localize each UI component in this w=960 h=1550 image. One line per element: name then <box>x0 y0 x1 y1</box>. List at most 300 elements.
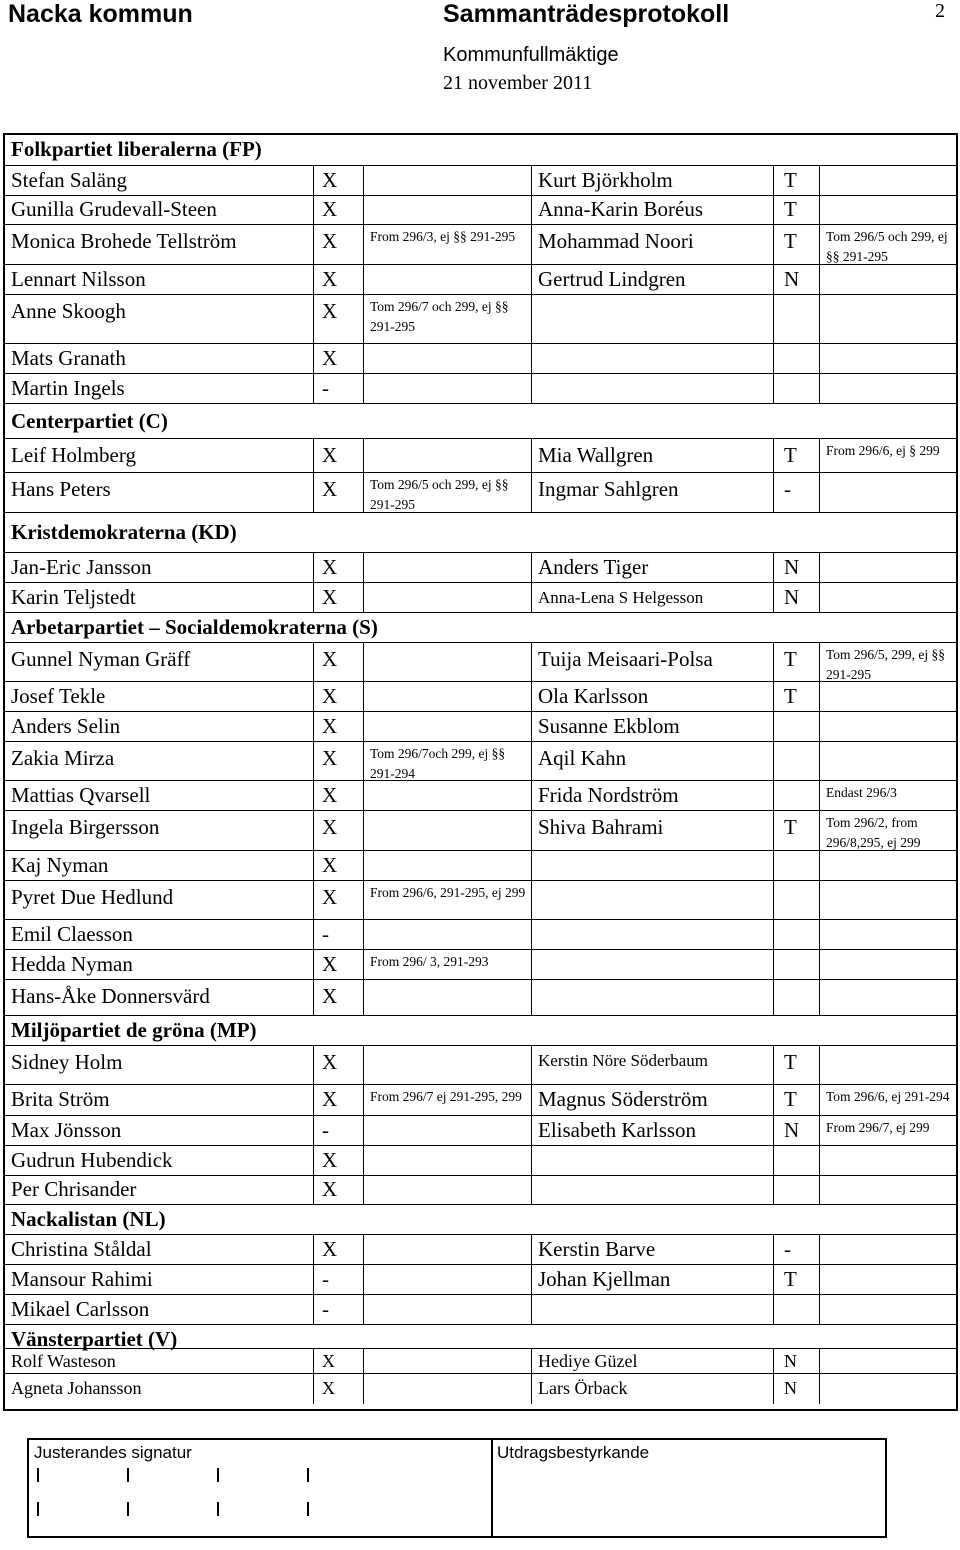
mark-cell <box>313 196 363 225</box>
name-cell <box>5 1295 313 1325</box>
name-cell <box>5 295 313 344</box>
name-cell <box>5 439 313 473</box>
utdragsbestyrkande-label: Utdragsbestyrkande <box>497 1443 650 1462</box>
member-name: Mansour Rahimi <box>11 1266 153 1291</box>
member-row <box>5 711 956 742</box>
sub-note-cell <box>819 1046 956 1085</box>
sub-mark-cell <box>773 553 819 583</box>
page-number: 2 <box>935 0 945 22</box>
substitute-name: Anna-Karin Boréus <box>538 197 704 221</box>
mark-cell <box>313 920 363 950</box>
attendance-note: From 296/ 3, 291-293 <box>370 954 489 969</box>
substitute-name: Anders Tiger <box>538 554 649 579</box>
member-name: Hans-Åke Donnersvärd <box>11 984 210 1008</box>
party-section-header <box>5 135 956 165</box>
sub-mark-cell <box>773 742 819 781</box>
party-name: Nackalistan (NL) <box>11 1207 166 1231</box>
sub-mark-cell <box>773 781 819 811</box>
member-row <box>5 741 956 781</box>
member-name: Gudrun Hubendick <box>11 1147 173 1172</box>
mark-cell <box>313 881 363 920</box>
signature-divider <box>491 1440 493 1536</box>
substitute-name: Lars Örback <box>538 1378 628 1398</box>
member-row <box>5 373 956 404</box>
member-name: Emil Claesson <box>11 921 133 946</box>
mark-cell <box>313 473 363 513</box>
signature-box <box>27 1438 887 1538</box>
member-name: Hans Peters <box>11 477 111 501</box>
member-row <box>5 979 956 1016</box>
member-name: Lennart Nilsson <box>11 266 146 291</box>
substitute-name: Kurt Björkholm <box>538 167 673 192</box>
member-row <box>5 294 956 344</box>
name-cell <box>5 643 313 682</box>
note-cell <box>363 980 531 1016</box>
member-row <box>5 1348 956 1374</box>
sub-mark-cell <box>773 1349 819 1374</box>
sub-mark-cell <box>773 1046 819 1085</box>
attendance-mark: X <box>322 554 338 579</box>
member-row <box>5 582 956 613</box>
member-name: Martin Ingels <box>11 375 125 400</box>
member-row <box>5 810 956 851</box>
member-name: Per Chrisander <box>11 1177 137 1201</box>
sub-cell <box>531 439 773 473</box>
substitute-name: Kerstin Nöre Söderbaum <box>538 1051 708 1070</box>
member-name: Stefan Saläng <box>11 167 128 192</box>
note-cell <box>363 712 531 742</box>
sub-cell <box>531 920 773 950</box>
note-cell <box>363 1349 531 1374</box>
sub-note-cell <box>819 881 956 920</box>
note-cell <box>363 920 531 950</box>
substitute-mark: T <box>784 167 797 192</box>
mark-cell <box>313 344 363 374</box>
party-section-header <box>5 512 956 553</box>
sub-mark-cell <box>773 643 819 682</box>
sub-note-cell <box>819 196 956 225</box>
substitute-mark: - <box>784 1236 791 1261</box>
member-row <box>5 642 956 682</box>
attendance-mark: X <box>322 1177 338 1201</box>
member-name: Josef Tekle <box>11 683 106 708</box>
sub-note-cell <box>819 851 956 881</box>
sub-mark-cell <box>773 344 819 374</box>
name-cell <box>5 374 313 404</box>
sub-mark-cell <box>773 1235 819 1265</box>
sub-mark-cell <box>773 473 819 513</box>
member-name: Karin Teljstedt <box>11 584 136 609</box>
mark-cell <box>313 295 363 344</box>
attendance-mark: X <box>322 885 338 909</box>
note-cell <box>363 1146 531 1176</box>
attendance-mark: X <box>322 1147 338 1172</box>
substitute-note: From 296/6, ej § 299 <box>826 443 940 458</box>
sub-cell <box>531 881 773 920</box>
note-cell <box>363 851 531 881</box>
attendance-mark: X <box>322 1351 335 1371</box>
sub-cell <box>531 1146 773 1176</box>
member-name: Sidney Holm <box>11 1050 123 1074</box>
name-cell <box>5 1085 313 1116</box>
sub-cell <box>531 1295 773 1325</box>
member-row <box>5 780 956 811</box>
substitute-mark: T <box>784 647 797 671</box>
member-name: Agneta Johansson <box>11 1378 142 1398</box>
note-cell <box>363 742 531 781</box>
sub-note-cell <box>819 1085 956 1116</box>
name-cell <box>5 781 313 811</box>
substitute-mark: T <box>784 1050 797 1074</box>
substitute-name: Hediye Güzel <box>538 1351 638 1371</box>
substitute-name: Shiva Bahrami <box>538 815 664 839</box>
substitute-mark: N <box>784 584 800 609</box>
sub-note-cell <box>819 1374 956 1404</box>
name-cell <box>5 1374 313 1404</box>
note-cell <box>363 1295 531 1325</box>
mark-cell <box>313 1146 363 1176</box>
note-cell <box>363 781 531 811</box>
attendance-note: From 296/3, ej §§ 291-295 <box>370 229 516 244</box>
mark-cell <box>313 980 363 1016</box>
substitute-mark: T <box>784 815 797 839</box>
mark-cell <box>313 712 363 742</box>
member-row <box>5 472 956 513</box>
substitute-name: Mohammad Noori <box>538 229 694 253</box>
substitute-mark: T <box>784 197 797 221</box>
sub-cell <box>531 1235 773 1265</box>
mark-cell <box>313 439 363 473</box>
sub-cell <box>531 742 773 781</box>
sub-mark-cell <box>773 1295 819 1325</box>
sub-mark-cell <box>773 1176 819 1205</box>
substitute-name: Kerstin Barve <box>538 1236 656 1261</box>
substitute-name: Aqil Kahn <box>538 746 627 770</box>
attendance-mark: X <box>322 345 338 370</box>
member-name: Zakia Mirza <box>11 746 115 770</box>
attendance-table <box>3 133 958 1411</box>
mark-cell <box>313 950 363 980</box>
substitute-name: Frida Nordström <box>538 782 679 807</box>
substitute-name: Ola Karlsson <box>538 683 649 708</box>
name-cell <box>5 1046 313 1085</box>
mark-cell <box>313 1176 363 1205</box>
mark-cell <box>313 742 363 781</box>
sub-note-cell <box>819 712 956 742</box>
substitute-note: Tom 296/5 och 299, ej §§ 291-295 <box>826 229 948 264</box>
note-cell <box>363 583 531 613</box>
note-cell <box>363 811 531 851</box>
name-cell <box>5 1176 313 1205</box>
sub-note-cell <box>819 553 956 583</box>
sub-cell <box>531 265 773 295</box>
signature-slot-mark <box>37 1468 39 1482</box>
name-cell <box>5 225 313 265</box>
note-cell <box>363 1235 531 1265</box>
member-name: Ingela Birgersson <box>11 815 160 839</box>
attendance-mark: X <box>322 1087 338 1111</box>
name-cell <box>5 980 313 1016</box>
member-row <box>5 880 956 920</box>
member-row <box>5 165 956 196</box>
sub-note-cell <box>819 1235 956 1265</box>
sub-cell <box>531 1176 773 1205</box>
member-row <box>5 264 956 295</box>
party-name: Folkpartiet liberalerna (FP) <box>11 137 262 161</box>
signature-slot-mark <box>127 1502 129 1516</box>
attendance-note: Tom 296/7och 299, ej §§ 291-294 <box>370 746 506 781</box>
substitute-name: Tuija Meisaari-Polsa <box>538 647 713 671</box>
sub-note-cell <box>819 742 956 781</box>
attendance-mark: X <box>322 299 338 323</box>
mark-cell <box>313 1295 363 1325</box>
document-title: Sammanträdesprotokoll <box>443 0 730 28</box>
attendance-mark: X <box>322 746 338 770</box>
note-cell <box>363 439 531 473</box>
member-row <box>5 552 956 583</box>
name-cell <box>5 196 313 225</box>
sub-mark-cell <box>773 265 819 295</box>
sub-mark-cell <box>773 1116 819 1146</box>
sub-cell <box>531 1265 773 1295</box>
justerandes-signatur-label: Justerandes signatur <box>34 1443 192 1462</box>
sub-mark-cell <box>773 851 819 881</box>
signature-slot-mark <box>307 1502 309 1516</box>
sub-cell <box>531 225 773 265</box>
party-name: Arbetarpartiet – Socialdemokraterna (S) <box>11 615 378 639</box>
note-cell <box>363 1374 531 1404</box>
sub-cell <box>531 473 773 513</box>
party-name: Miljöpartiet de gröna (MP) <box>11 1018 257 1042</box>
attendance-mark: - <box>322 921 329 946</box>
name-cell <box>5 851 313 881</box>
substitute-name: Magnus Söderström <box>538 1087 708 1111</box>
substitute-note: From 296/7, ej 299 <box>826 1120 930 1135</box>
sub-note-cell <box>819 1116 956 1146</box>
member-row <box>5 681 956 712</box>
substitute-name: Johan Kjellman <box>538 1266 671 1291</box>
name-cell <box>5 742 313 781</box>
mark-cell <box>313 682 363 712</box>
sub-note-cell <box>819 1349 956 1374</box>
sub-note-cell <box>819 682 956 712</box>
note-cell <box>363 473 531 513</box>
sub-cell <box>531 196 773 225</box>
member-name: Kaj Nyman <box>11 852 109 877</box>
name-cell <box>5 1146 313 1176</box>
sub-note-cell <box>819 1265 956 1295</box>
sub-note-cell <box>819 781 956 811</box>
sub-cell <box>531 166 773 196</box>
substitute-mark: N <box>784 1378 797 1398</box>
mark-cell <box>313 1374 363 1404</box>
note-cell <box>363 881 531 920</box>
substitute-name: Ingmar Sahlgren <box>538 477 679 501</box>
substitute-note: Endast 296/3 <box>826 785 897 800</box>
sub-note-cell <box>819 344 956 374</box>
sub-note-cell <box>819 643 956 682</box>
attendance-mark: X <box>322 815 338 839</box>
substitute-name: Elisabeth Karlsson <box>538 1117 697 1142</box>
name-cell <box>5 553 313 583</box>
mark-cell <box>313 1116 363 1146</box>
substitute-note: Tom 296/2, from 296/8,295, ej 299 <box>826 815 921 850</box>
name-cell <box>5 1265 313 1295</box>
name-cell <box>5 811 313 851</box>
member-name: Rolf Wasteson <box>11 1351 116 1371</box>
sub-cell <box>531 712 773 742</box>
member-row <box>5 1115 956 1146</box>
sub-note-cell <box>819 980 956 1016</box>
sub-note-cell <box>819 950 956 980</box>
note-cell <box>363 643 531 682</box>
member-row <box>5 1373 956 1404</box>
note-cell <box>363 553 531 583</box>
substitute-mark: - <box>784 477 791 501</box>
member-row <box>5 438 956 473</box>
member-row <box>5 919 956 950</box>
municipality-name: Nacka kommun <box>8 0 193 28</box>
sub-note-cell <box>819 265 956 295</box>
attendance-note: Tom 296/5 och 299, ej §§ 291-295 <box>370 477 509 512</box>
sub-mark-cell <box>773 980 819 1016</box>
member-name: Hedda Nyman <box>11 951 133 976</box>
member-name: Pyret Due Hedlund <box>11 885 174 909</box>
sub-cell <box>531 583 773 613</box>
attendance-note: From 296/6, 291-295, ej 299 <box>370 885 526 900</box>
party-section-header <box>5 1015 956 1046</box>
member-name: Gunnel Nyman Gräff <box>11 647 191 671</box>
member-row <box>5 1234 956 1265</box>
sub-cell <box>531 980 773 1016</box>
member-name: Jan-Eric Jansson <box>11 554 152 579</box>
sub-note-cell <box>819 225 956 265</box>
attendance-mark: X <box>322 477 338 501</box>
mark-cell <box>313 225 363 265</box>
attendance-mark: X <box>322 266 338 291</box>
sub-note-cell <box>819 166 956 196</box>
attendance-mark: X <box>322 197 338 221</box>
sub-mark-cell <box>773 811 819 851</box>
substitute-name: Susanne Ekblom <box>538 713 680 738</box>
member-row <box>5 1145 956 1176</box>
attendance-mark: X <box>322 852 338 877</box>
attendance-mark: - <box>322 375 329 400</box>
signature-slot-mark <box>37 1502 39 1516</box>
attendance-mark: X <box>322 713 338 738</box>
name-cell <box>5 712 313 742</box>
sub-mark-cell <box>773 1085 819 1116</box>
attendance-mark: X <box>322 984 338 1008</box>
substitute-note: Tom 296/5, 299, ej §§ 291-295 <box>826 647 946 682</box>
name-cell <box>5 950 313 980</box>
sub-mark-cell <box>773 295 819 344</box>
party-name: Vänsterpartiet (V) <box>11 1327 178 1351</box>
sub-cell <box>531 1116 773 1146</box>
sub-cell <box>531 344 773 374</box>
member-name: Christina Ståldal <box>11 1236 152 1261</box>
name-cell <box>5 344 313 374</box>
sub-mark-cell <box>773 682 819 712</box>
mark-cell <box>313 1046 363 1085</box>
member-row <box>5 224 956 265</box>
member-name: Max Jönsson <box>11 1117 122 1142</box>
name-cell <box>5 473 313 513</box>
member-row <box>5 1045 956 1085</box>
substitute-mark: T <box>784 442 797 467</box>
sub-note-cell <box>819 1176 956 1205</box>
member-name: Mikael Carlsson <box>11 1296 150 1321</box>
attendance-mark: X <box>322 229 338 253</box>
member-name: Monica Brohede Tellström <box>11 229 237 253</box>
member-name: Brita Ström <box>11 1087 110 1111</box>
substitute-mark: T <box>784 1087 797 1111</box>
substitute-mark: T <box>784 229 797 253</box>
note-cell <box>363 1265 531 1295</box>
member-name: Mats Granath <box>11 345 126 370</box>
note-cell <box>363 1046 531 1085</box>
mark-cell <box>313 166 363 196</box>
sub-mark-cell <box>773 583 819 613</box>
substitute-mark: N <box>784 266 800 291</box>
sub-cell <box>531 1349 773 1374</box>
name-cell <box>5 1349 313 1374</box>
note-cell <box>363 196 531 225</box>
sub-note-cell <box>819 374 956 404</box>
name-cell <box>5 682 313 712</box>
sub-mark-cell <box>773 1146 819 1176</box>
sub-note-cell <box>819 1295 956 1325</box>
sub-cell <box>531 643 773 682</box>
note-cell <box>363 166 531 196</box>
sub-cell <box>531 295 773 344</box>
mark-cell <box>313 643 363 682</box>
attendance-mark: - <box>322 1266 329 1291</box>
attendance-note: Tom 296/7 och 299, ej §§ 291-295 <box>370 299 509 334</box>
member-row <box>5 1264 956 1295</box>
sub-cell <box>531 1085 773 1116</box>
sub-cell <box>531 1374 773 1404</box>
note-cell <box>363 295 531 344</box>
name-cell <box>5 1116 313 1146</box>
name-cell <box>5 881 313 920</box>
member-name: Leif Holmberg <box>11 442 136 467</box>
signature-slot-mark <box>307 1468 309 1482</box>
mark-cell <box>313 374 363 404</box>
signature-slot-mark <box>127 1468 129 1482</box>
sub-mark-cell <box>773 196 819 225</box>
sub-cell <box>531 811 773 851</box>
name-cell <box>5 1235 313 1265</box>
substitute-note: Tom 296/6, ej 291-294 <box>826 1089 950 1104</box>
member-row <box>5 949 956 980</box>
substitute-mark: T <box>784 683 797 708</box>
note-cell <box>363 1116 531 1146</box>
note-cell <box>363 225 531 265</box>
sub-mark-cell <box>773 225 819 265</box>
note-cell <box>363 344 531 374</box>
mark-cell <box>313 265 363 295</box>
sub-cell <box>531 950 773 980</box>
sub-mark-cell <box>773 166 819 196</box>
attendance-mark: X <box>322 1378 335 1398</box>
party-section-header <box>5 1324 956 1349</box>
sub-note-cell <box>819 295 956 344</box>
name-cell <box>5 583 313 613</box>
party-name: Centerpartiet (C) <box>11 408 168 433</box>
note-cell <box>363 950 531 980</box>
mark-cell <box>313 1235 363 1265</box>
